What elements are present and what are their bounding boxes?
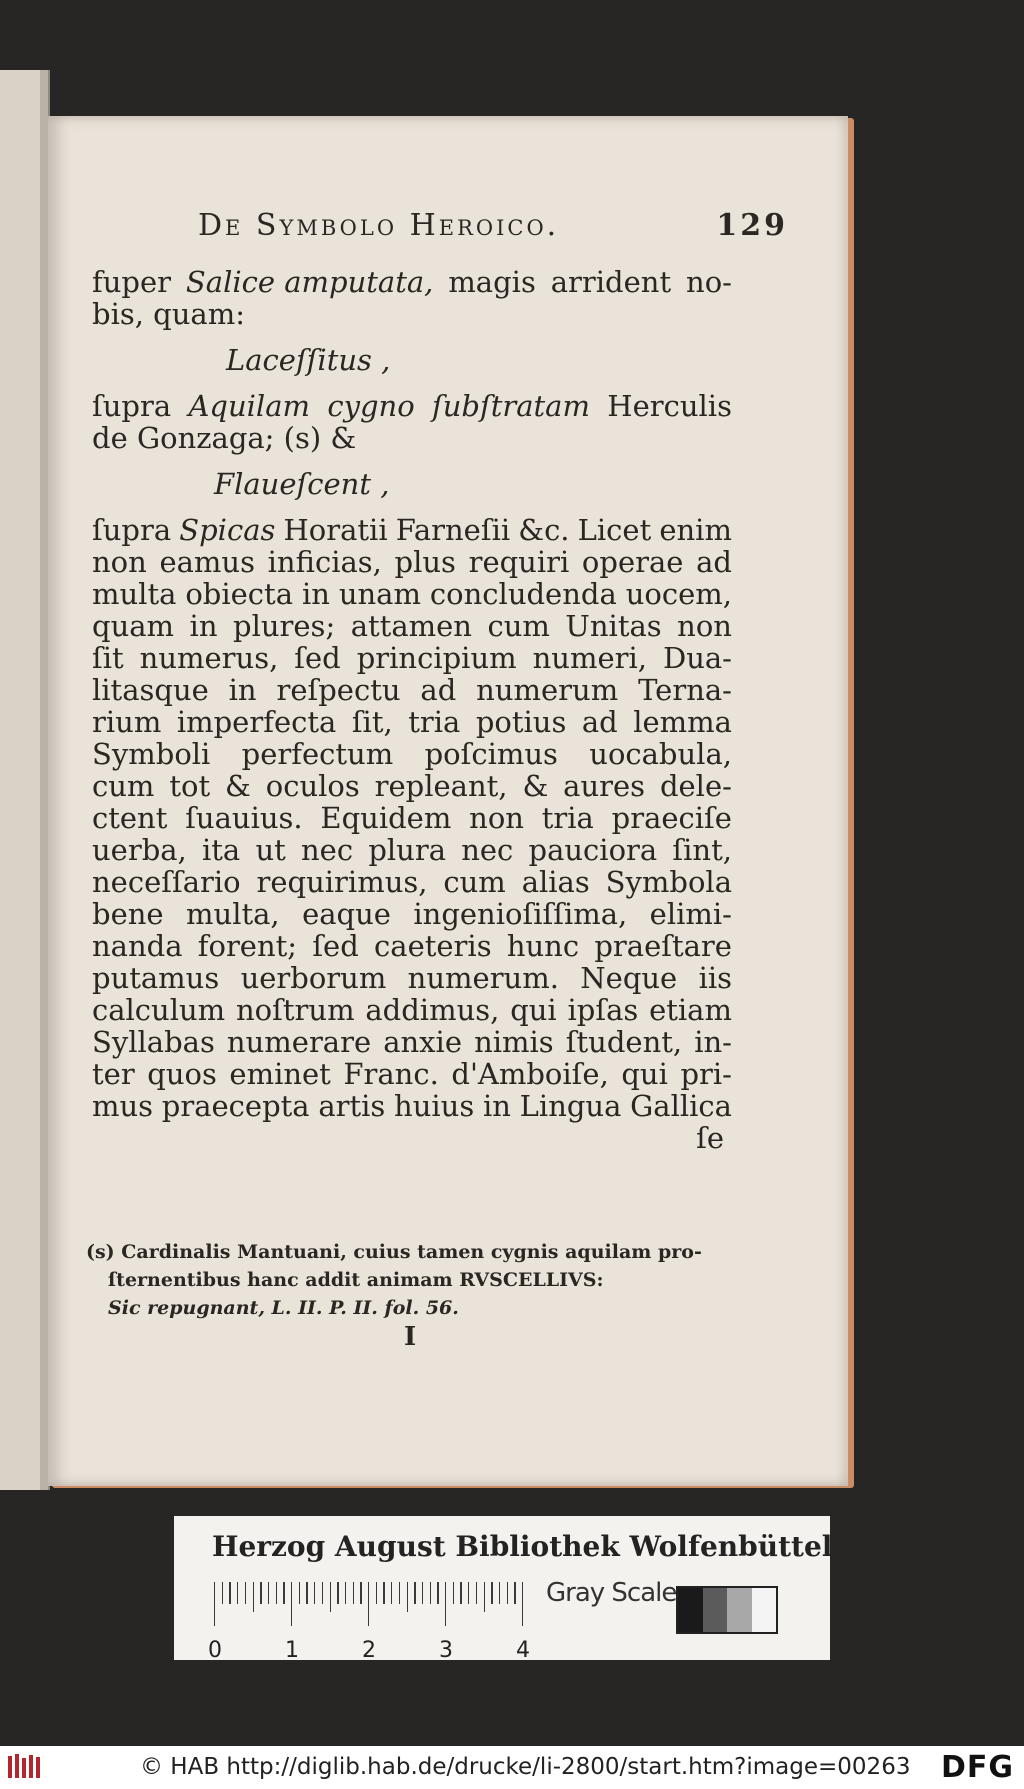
dfg-logo: DFG [940,1750,1014,1785]
word: hunc [506,929,580,963]
ruler-tick [345,1582,346,1604]
word: lemma [633,705,732,739]
word: ſupra [92,513,172,547]
word: ſupra [92,389,172,423]
word: etiam [649,993,732,1027]
previous-page-edge [0,70,50,1490]
word: addimus, [365,993,500,1027]
copyright-url: © HAB http://diglib.hab.de/drucke/li-2800/start.htm?image=00263 [140,1754,911,1780]
text-line [92,770,732,802]
word: nanda [92,929,183,963]
ruler-tick [268,1582,269,1604]
word: & [225,769,251,803]
word: mus [92,1089,154,1123]
ruler-tick [453,1582,454,1604]
word: Licet [577,513,652,547]
library-name: Herzog August Bibliothek Wolfenbüttel [212,1530,833,1563]
word: perfectum [241,737,394,771]
ruler-tick [514,1582,515,1604]
ruler-tick [237,1582,238,1604]
ruler-tick [460,1582,461,1604]
word: ſit, [351,705,393,739]
footer-bar [0,1746,1024,1789]
word: aures [563,769,646,803]
word: ctent [92,801,168,835]
word: eamus [159,545,255,579]
word: Symbola [605,865,732,899]
word: no- [686,265,732,299]
word: ſed [312,929,359,963]
running-title: De Symbolo Heroico. [198,208,560,243]
text-line [92,514,732,546]
ruler-tick [391,1582,392,1604]
word: ad [420,673,457,707]
color-reference-card [174,1516,833,1663]
word: non [92,545,147,579]
text-line [92,802,732,834]
hab-logo-icon [6,1752,46,1782]
text-line [92,866,732,898]
word: Spicas [179,513,276,547]
word: operae [581,545,684,579]
ruler-tick [522,1582,523,1626]
word: praeſtare [594,929,732,963]
word: nec [461,833,514,867]
word: arrident [550,265,672,299]
word: anxie [383,1025,462,1059]
ruler-label: 4 [516,1638,530,1663]
ruler-tick [376,1582,377,1604]
word: Equidem [320,801,452,835]
word: Syllabas [92,1025,215,1059]
word: ſit [92,641,124,675]
word: ita [202,833,241,867]
word: eminet [229,1057,331,1091]
word: quos [147,1057,217,1091]
text-line [92,898,732,930]
ruler-tick [229,1582,230,1604]
text-line [92,578,732,610]
lemma-flauescent: Flaueſcent , [214,467,390,501]
word: ſuauius. [185,801,303,835]
word: numerum. [407,961,559,995]
ruler-tick [476,1582,477,1604]
word: calculum [92,993,226,1027]
gray-swatch-cell [703,1588,728,1632]
word: magis [448,265,536,299]
ruler-tick [360,1582,361,1604]
word: cum [487,609,550,643]
word: ad [696,545,732,579]
text-line [92,298,732,330]
word: ipſas [567,993,639,1027]
ruler-tick [314,1582,315,1604]
body-text [92,266,732,1158]
word: bene [92,897,164,931]
text-line [92,994,732,1026]
text-block-1 [92,266,732,330]
word: oculos [265,769,360,803]
ruler-tick [222,1582,223,1604]
text-line [92,390,732,422]
word: uocem, [625,577,732,611]
text-line [92,266,732,298]
ruler-tick [260,1582,261,1604]
word: &c. [518,513,570,547]
ruler-tick [276,1582,277,1604]
word: neceſſario [92,865,241,899]
word: huius [394,1089,475,1123]
word: pauciora [528,833,658,867]
ruler-tick [422,1582,423,1604]
ruler-tick [414,1582,415,1604]
text-line [92,546,732,578]
word: uocabula, [589,737,732,771]
word: cygno [327,389,415,423]
text-block-3 [92,514,732,1122]
word: repleant, [374,769,508,803]
ruler-tick [399,1582,400,1604]
text-line [92,930,732,962]
ruler-tick [245,1582,246,1604]
word: inficias, [267,545,382,579]
word: plura [368,833,446,867]
word: artis [318,1089,386,1123]
ruler-tick [306,1582,307,1604]
word: numeri, [532,641,647,675]
text-line [92,1026,732,1058]
word: & [522,769,549,803]
word: elimi- [649,897,732,931]
gray-swatch-cell [752,1588,777,1632]
word: Gallica [630,1089,732,1123]
word: requiri [468,545,570,579]
word: non [677,609,732,643]
word: poſcimus [424,737,558,771]
word: Salice amputata, [185,265,434,299]
word: bis, quam: [92,297,245,331]
word: non [469,801,524,835]
ruler-tick [383,1582,384,1604]
gray-scale-swatch [676,1586,778,1634]
word: eaque [302,897,391,931]
ruler-label: 2 [362,1638,376,1663]
catchword: ſe [696,1121,724,1155]
word: cum [92,769,155,803]
word: uerborum [240,961,387,995]
text-block-2 [92,390,732,454]
signature-mark: I [404,1322,417,1352]
footnote-line: (s) Cardinalis Mantuani, cuius tamen cygnis aquilam pro- [86,1241,702,1263]
word: Farneſii [395,513,511,547]
text-line [92,1058,732,1090]
footnote [86,1238,736,1322]
word: enim [659,513,732,547]
word: Neque [580,961,678,995]
ruler-tick [491,1582,492,1604]
word: ſint, [672,833,732,867]
ruler-tick [253,1582,254,1612]
word: litasque [92,673,209,707]
word: in [301,577,330,611]
word: ut [255,833,286,867]
running-head [198,208,788,262]
ruler-tick [445,1582,446,1626]
word: qui [510,993,557,1027]
word: ingenioſiſſima, [413,897,628,931]
word: ſed [294,641,341,675]
word: numerum [476,673,619,707]
word: Horatii [283,513,388,547]
word: principium [356,641,517,675]
text-line [92,738,732,770]
text-line [92,706,732,738]
gray-swatch-cell [678,1588,703,1632]
word: in [189,609,218,643]
word: imperfecta [176,705,337,739]
word: alias [521,865,590,899]
word: obiecta [185,577,293,611]
text-line [92,422,732,454]
word: uerba, [92,833,187,867]
word: nimis [474,1025,554,1059]
ruler-tick [437,1582,438,1604]
word: ter [92,1057,135,1091]
word: multa [92,577,177,611]
word: numerus, [139,641,279,675]
footnote-line: ſternentibus hanc addit animam RVSCELLIVS: [108,1269,604,1291]
ruler-tick [299,1582,300,1604]
ruler-scale [208,1578,554,1663]
book-page [48,116,848,1486]
ruler-tick [353,1582,354,1604]
word: forent; [197,929,298,963]
word: Franc. [343,1057,439,1091]
word: nec [301,833,354,867]
ruler-tick [368,1582,369,1626]
word: in [482,1089,511,1123]
text-line [92,610,732,642]
word: de Gonzaga; (s) & [92,421,357,455]
ruler-tick [322,1582,323,1604]
ruler-tick [214,1582,215,1626]
word: noſtrum [236,993,355,1027]
word: Herculis [607,389,732,423]
ruler-tick [507,1582,508,1604]
text-line [92,834,732,866]
word: requirimus, [256,865,428,899]
text-line [92,642,732,674]
word: Aquilam [188,389,310,423]
word: potius [475,705,567,739]
word: plus [394,545,456,579]
word: numerare [226,1025,372,1059]
ruler-label: 3 [439,1638,453,1663]
word: dele- [659,769,732,803]
word: rium [92,705,162,739]
word: tot [169,769,211,803]
ruler-tick [337,1582,338,1604]
lemma-lacessitus: Laceſſitus , [226,343,391,377]
word: fuper [92,265,171,299]
word: Lingua [519,1089,622,1123]
word: unam [338,577,421,611]
ruler-tick [430,1582,431,1604]
word: reſpectu [276,673,401,707]
word: praecepta [161,1089,310,1123]
footnote-line: Sic repugnant, L. II. P. II. fol. 56. [108,1297,459,1319]
ruler-tick [407,1582,408,1612]
ruler-tick [484,1582,485,1612]
word: tria [541,801,594,835]
word: iis [698,961,732,995]
word: caeteris [374,929,492,963]
gray-scale-label: Gray Scale [546,1578,677,1608]
word: ad [581,705,618,739]
word: praeciſe [611,801,732,835]
word: quam [92,609,175,643]
word: Symboli [92,737,211,771]
word: in- [694,1025,732,1059]
ruler-tick [330,1582,331,1612]
word: Terna- [638,673,732,707]
word: pri- [680,1057,732,1091]
text-line [92,962,732,994]
word: d'Amboiſe, [451,1057,609,1091]
word: attamen [350,609,472,643]
word: qui [621,1057,668,1091]
word: cum [443,865,506,899]
page-number: 129 [716,208,788,243]
word: multa, [186,897,280,931]
ruler-label: 1 [285,1638,299,1663]
ruler-tick [283,1582,284,1604]
word: plures; [233,609,336,643]
ruler-label: 0 [208,1638,222,1663]
word: in [228,673,257,707]
text-line [92,674,732,706]
word: putamus [92,961,220,995]
ruler-tick [291,1582,292,1626]
word: Dua- [662,641,732,675]
text-line [92,1090,732,1122]
word: concludenda [429,577,617,611]
word: Unitas [565,609,662,643]
word: ſubſtratam [431,389,590,423]
word: tria [408,705,461,739]
ruler-tick [468,1582,469,1604]
ruler-tick [499,1582,500,1604]
word: ſtudent, [565,1025,683,1059]
gray-swatch-cell [727,1588,752,1632]
